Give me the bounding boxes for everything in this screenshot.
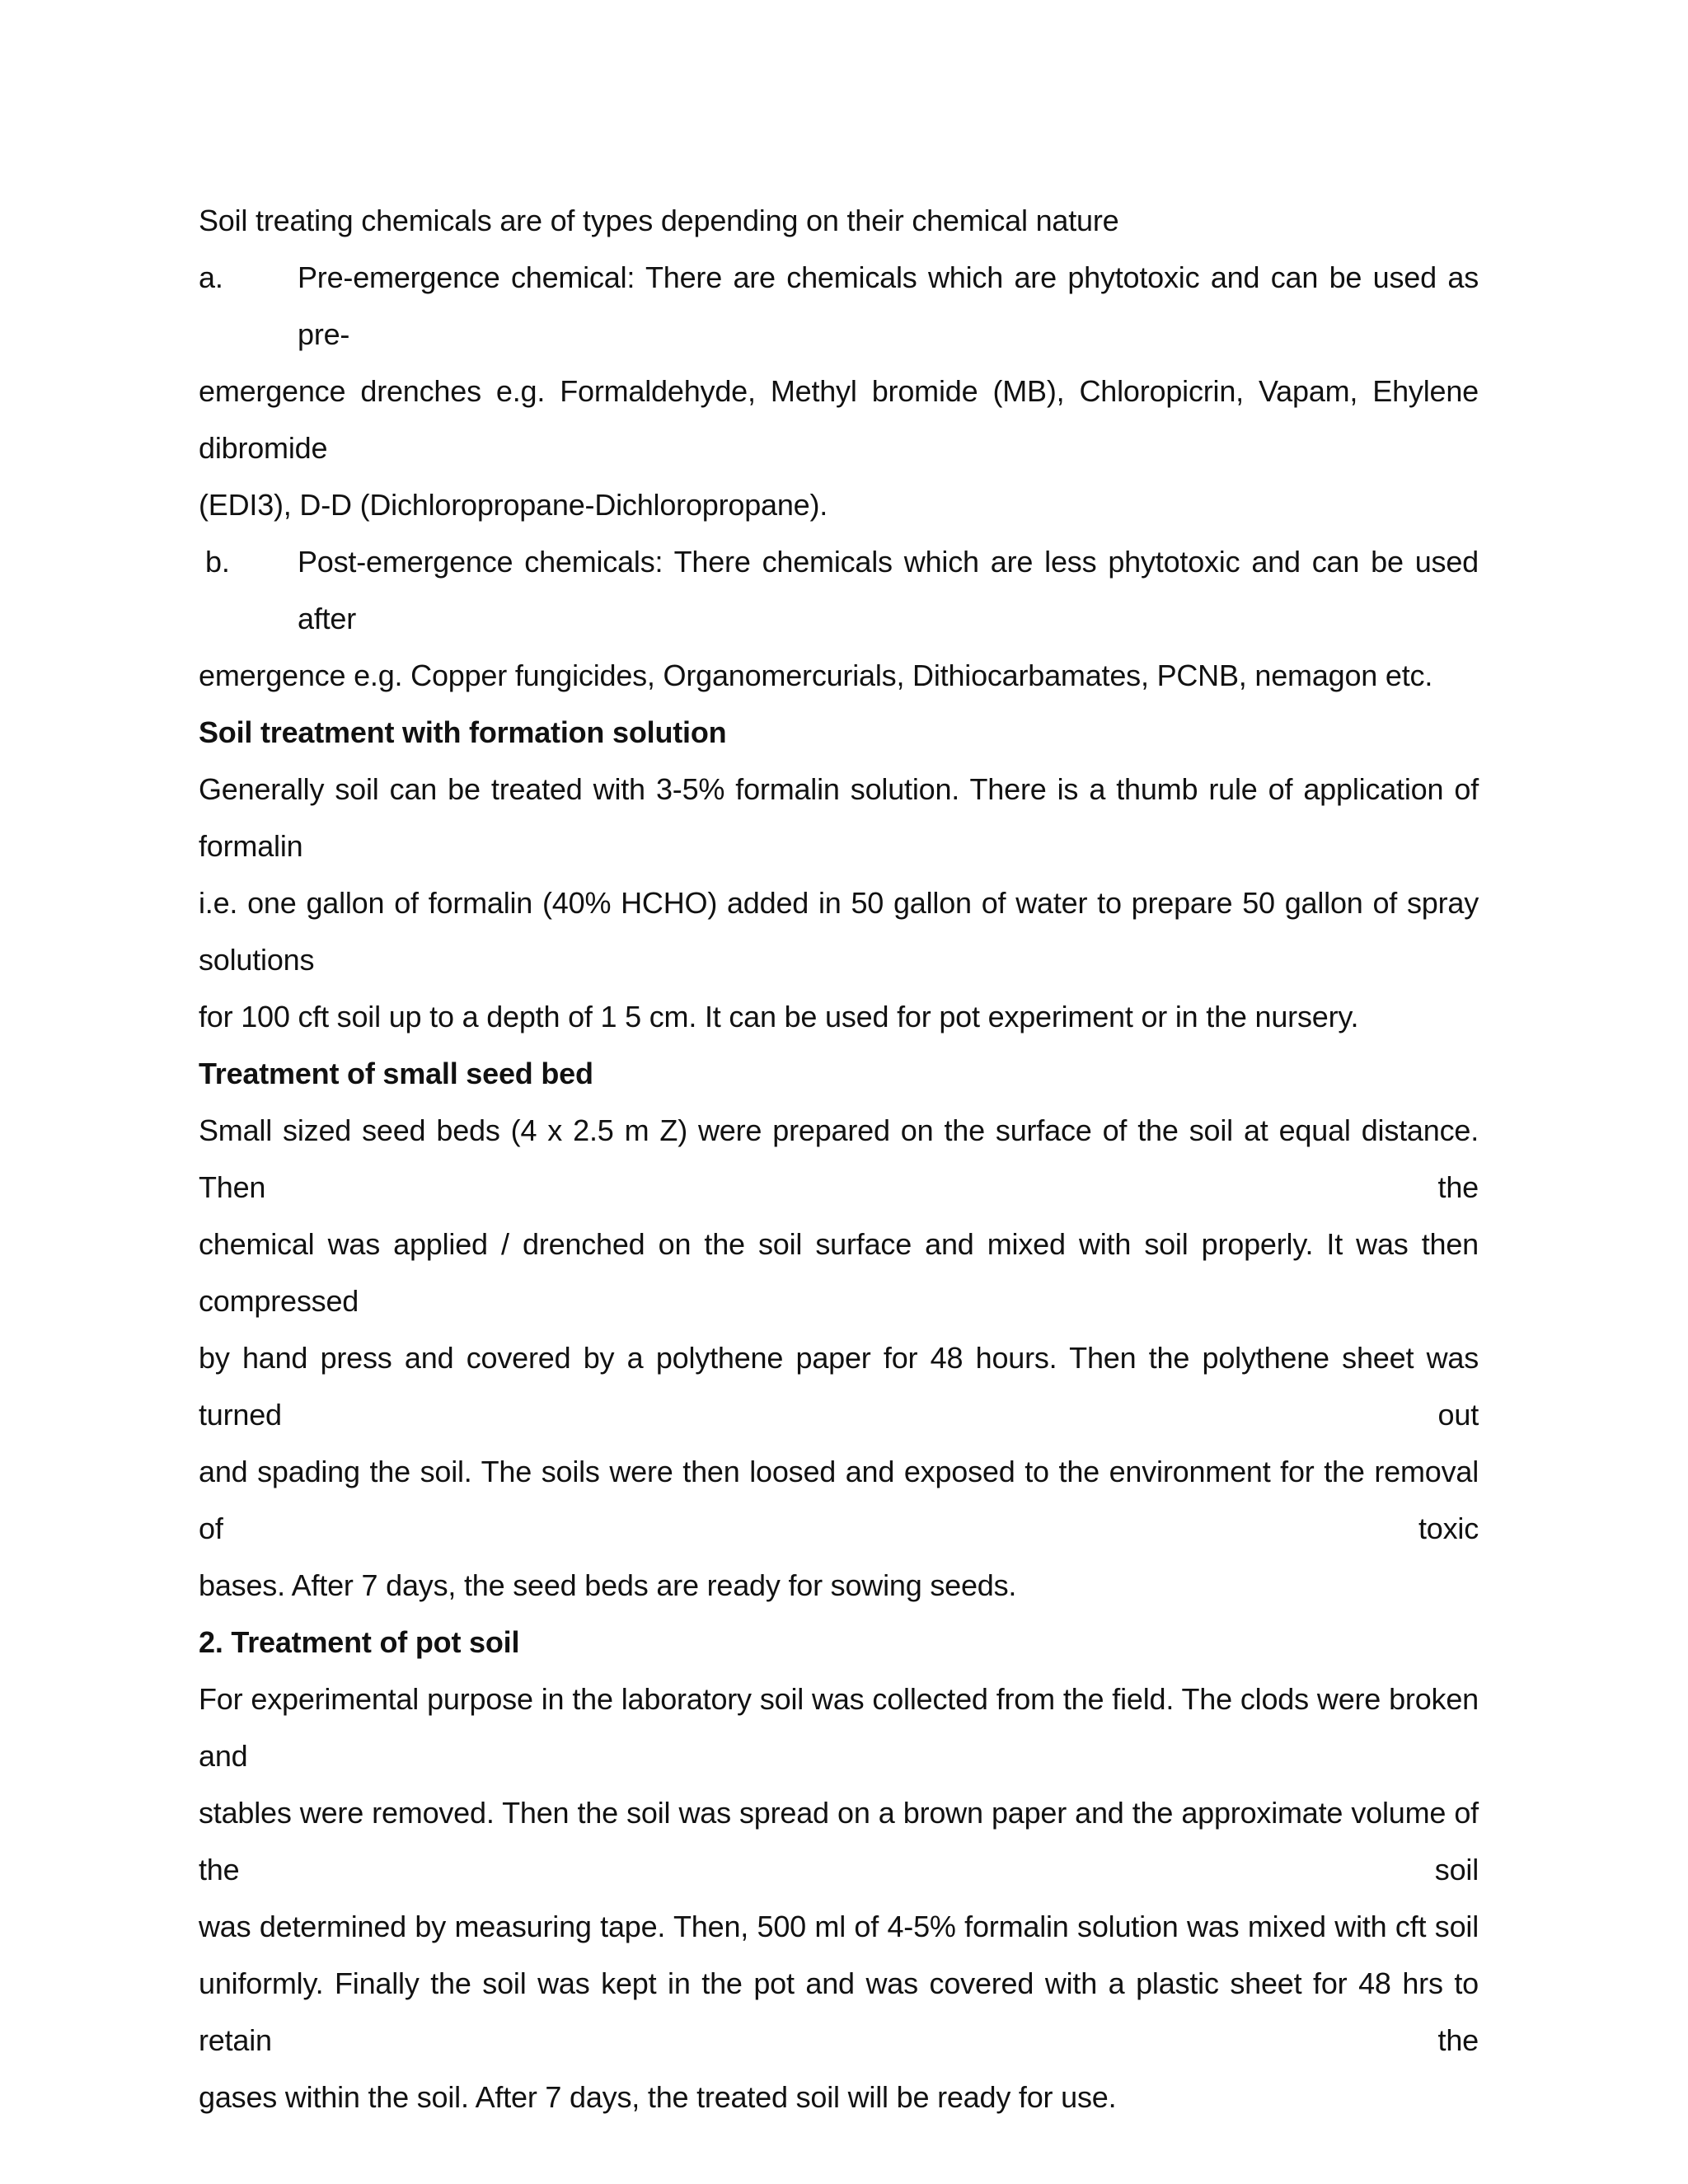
paragraph-line: gases within the soil. After 7 days, the treated soil will be ready for use.	[199, 2080, 1117, 2114]
paragraph-line: For experimental purpose in the laboratory soil was collected from the field. The clods were broken and	[199, 1682, 1479, 1773]
paragraph-line: Small sized seed beds (4 x 2.5 m Z) were prepared on the surface of the soil at equal distance. Then the	[199, 1113, 1479, 1204]
paragraph-line: for 100 cft soil up to a depth of 1 5 cm. It can be used for pot experiment or in the nursery.	[199, 1000, 1359, 1033]
section-heading-formalin: Soil treatment with formation solution	[199, 715, 727, 749]
list-item-a-text-2: emergence drenches e.g. Formaldehyde, Methyl bromide (MB), Chloropicrin, Vapam, Ehylene dibromide	[199, 374, 1479, 465]
list-item-b-text-2: emergence e.g. Copper fungicides, Organomercurials, Dithiocarbamates, PCNB, nemagon etc.	[199, 658, 1433, 692]
list-item-a-text-1: Pre-emergence chemical: There are chemicals which are phytotoxic and can be used as pre-	[298, 260, 1479, 351]
paragraph-line: stables were removed. Then the soil was spread on a brown paper and the approximate volume of the soil	[199, 1796, 1479, 1886]
paragraph-line: and spading the soil. The soils were then loosed and exposed to the environment for the removal of toxic	[199, 1455, 1479, 1545]
section-heading-pot-soil: 2. Treatment of pot soil	[199, 1625, 520, 1659]
paragraph-line: bases. After 7 days, the seed beds are ready for sowing seeds.	[199, 1568, 1017, 1602]
paragraph-line: uniformly. Finally the soil was kept in the pot and was covered with a plastic sheet for 48 hrs to retain the	[199, 1966, 1479, 2057]
paragraph-line: i.e. one gallon of formalin (40% HCHO) added in 50 gallon of water to prepare 50 gallon of spray solutions	[199, 886, 1479, 977]
document-page	[199, 192, 1479, 2125]
list-item-a-line1	[199, 249, 1479, 363]
list-item-a-text-3: (EDI3), D-D (Dichloropropane-Dichloropropane).	[199, 488, 828, 522]
list-item-b-line1	[199, 533, 1479, 647]
paragraph-line: by hand press and covered by a polythene paper for 48 hours. Then the polythene sheet was turned out	[199, 1341, 1479, 1432]
paragraph-line: chemical was applied / drenched on the soil surface and mixed with soil properly. It was then compressed	[199, 1227, 1479, 1318]
list-marker-a: a.	[199, 260, 223, 294]
paragraph-line: was determined by measuring tape. Then, 500 ml of 4-5% formalin solution was mixed with cft soil	[199, 1910, 1479, 1943]
section-heading-seed-bed: Treatment of small seed bed	[199, 1057, 593, 1090]
list-item-b-text-1: Post-emergence chemicals: There chemicals which are less phytotoxic and can be used after	[298, 545, 1479, 635]
list-marker-b: b.	[205, 545, 230, 579]
paragraph-line: Generally soil can be treated with 3-5% formalin solution. There is a thumb rule of application of formalin	[199, 772, 1479, 863]
intro-line: Soil treating chemicals are of types depending on their chemical nature	[199, 204, 1119, 237]
